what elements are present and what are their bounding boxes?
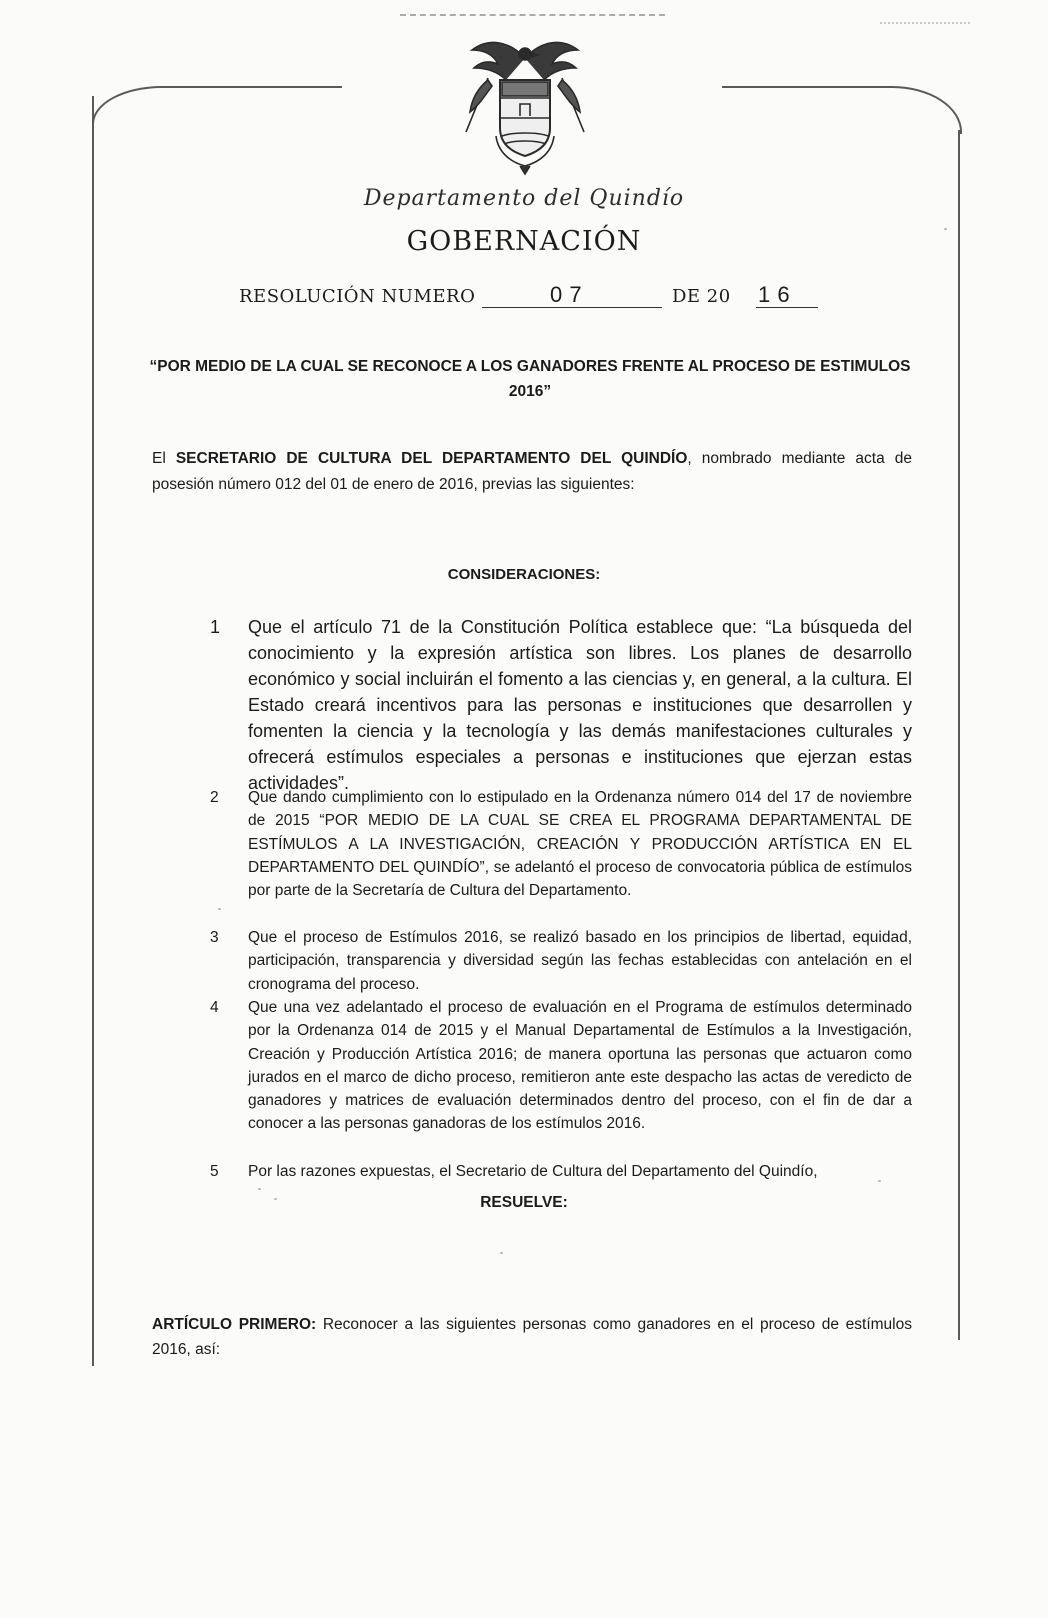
considerations-heading: CONSIDERACIONES: [447,566,601,583]
intro-prefix: El [152,450,176,467]
item-text: Que el artículo 71 de la Constitución Política establece que: “La búsqueda del conocimiento y la expresión artística son libres. Los planes de desarrollo económico y social incluirán el fomento a las ciencias y, en general, a la cultura. El Estado creará incentivos para las personas e instituciones que desarrollen y fomenten la ciencia y la tecnología y las demás manifestaciones culturales y ofrecerá estímulos especiales a personas e instituciones que ejerzan estas actividades”. [248,617,912,793]
article-text: Reconocer a las siguientes personas como ganadores en el proceso de estímulos 2016, así: [152,1316,912,1358]
resolution-year: 1 6 [758,282,791,307]
intro-officer: SECRETARIO DE CULTURA DEL DEPARTAMENTO DEL QUINDÍO [175,450,688,467]
page-border [722,86,962,134]
item-text: Que una vez adelantado el proceso de evaluación en el Programa de estímulos determinado por la Ordenanza 014 de 2015 y el Manual Departamental de Estímulos a la Investigación, Creación y Producción Artística 2016; de manera oportuna las personas que actuaron como jurados en el marco de dicho proceso, remitieron ante este despacho las actas de veredicto de ganadores y matrices de evaluación determinados dentro del proceso, con el fin de dar a conocer a las personas ganadoras de los estímulos 2016. [248,999,912,1133]
article-label: ARTÍCULO PRIMERO: [152,1316,317,1333]
coat-of-arms-icon [458,28,592,178]
page-border [92,96,94,1366]
item-number: 1 [210,617,221,637]
page-border [92,86,342,126]
item-number: 2 [210,789,219,806]
office-heading: GOBERNACIÓN [406,226,642,257]
intro-rest: , nombrado mediante acta de posesión número 012 del 01 de enero de 2016, previas las siguientes: [152,450,912,493]
scan-artifact [400,14,665,16]
resolution-label: RESOLUCIÓN NUMERO [239,286,476,307]
document-title: “POR MEDIO DE LA CUAL SE RECONOCE A LOS GANADORES FRENTE AL PROCESO DE ESTIMULOS 2016” [149,358,911,400]
resolves-heading: RESUELVE: [480,1194,568,1211]
resolution-year-line [756,307,818,308]
resolution-number: 0 7 [550,282,583,307]
intro-paragraph [152,446,912,498]
article-paragraph [152,1312,912,1362]
item-text: Por las razones expuestas, el Secretario de Cultura del Departamento del Quindío, [248,1163,818,1180]
scan-artifact [880,22,970,24]
department-name: Departamento del Quindío [363,186,685,211]
item-text: Que dando cumplimiento con lo estipulado en la Ordenanza número 014 del 17 de noviembre de 2015 “POR MEDIO DE LA CUAL SE CREA EL PROGRAMA DEPARTAMENTAL DE ESTÍMULOS A LA INVESTIGACIÓN, CREACIÓN Y PRODUCCIÓN ARTÍSTICA EN EL DEPARTAMENTO DEL QUINDÍO”, se adelantó el proceso de convocatoria pública de estímulos por parte de la Secretaría de Cultura del Departamento. [248,789,912,900]
item-number: 3 [210,929,219,946]
item-number: 5 [210,1163,219,1180]
item-text: Que el proceso de Estímulos 2016, se realizó basado en los principios de libertad, equidad, participación, transparencia y diversidad según las fechas establecidas con antelación en el cronograma del proceso. [248,929,912,993]
page-border [958,130,960,1340]
item-number: 4 [210,999,219,1016]
resolution-date-prefix: DE 20 [672,286,731,307]
